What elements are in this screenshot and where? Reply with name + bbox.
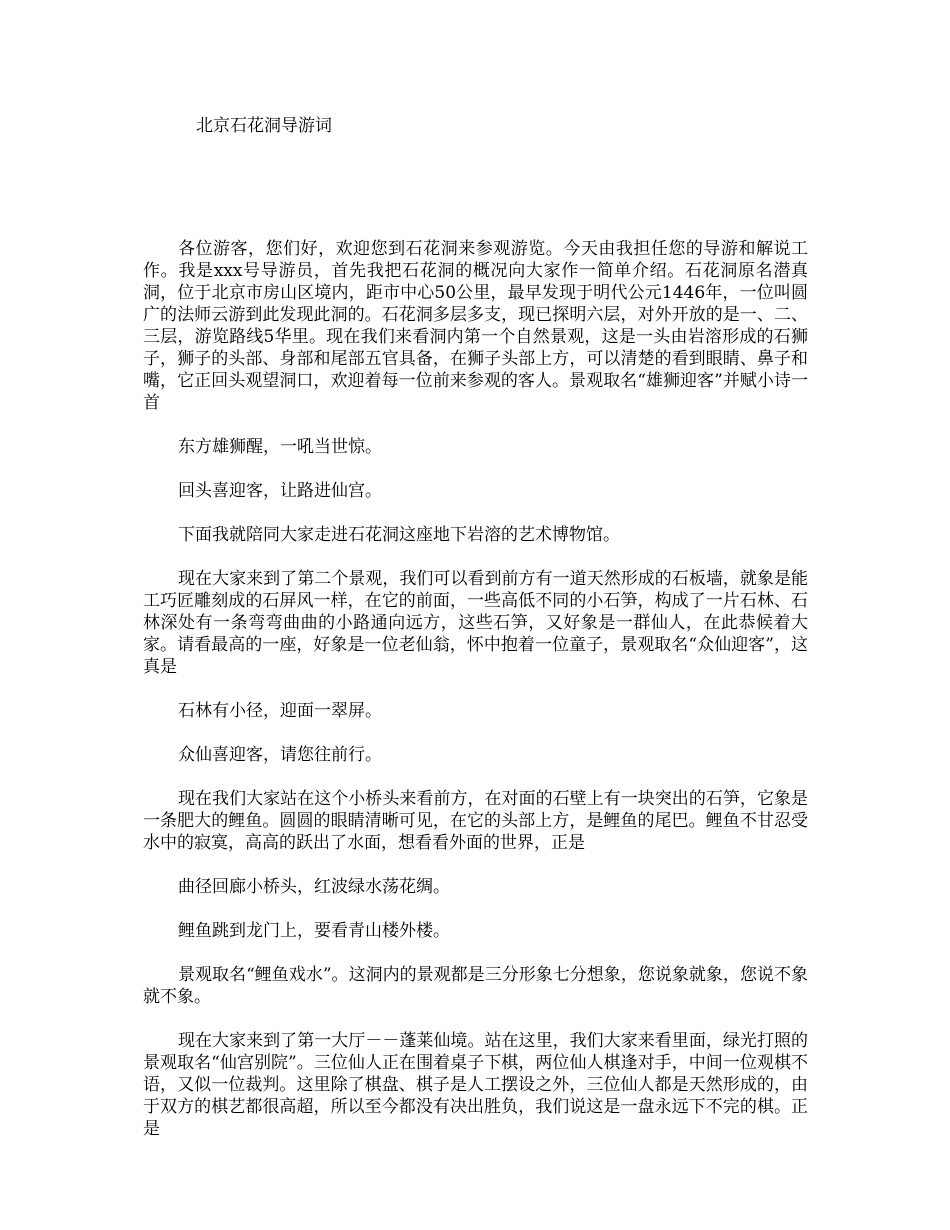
paragraph: 现在我们大家站在这个小桥头来看前方，在对面的石壁上有一块突出的石笋，它象是一条肥大的鲤鱼。圆圆的眼睛清晰可见，在它的头部上方，是鲤鱼的尾巴。鲤鱼不甘忍受水中的寂寞，高高的跃出了水面，想看看外面的世界，正是 — [143, 789, 808, 853]
paragraph: 景观取名“鲤鱼戏水”。这洞内的景观都是三分形象七分想象，您说象就象，您说不象就不象。 — [143, 965, 808, 1007]
poem-line: 回头喜迎客，让路进仙宫。 — [178, 481, 382, 501]
paragraph: 现在大家来到了第二个景观，我们可以看到前方有一道天然形成的石板墙，就象是能工巧匠雕刻成的石屏风一样，在它的前面，一些高低不同的小石笋，构成了一片石林、石林深处有一条弯弯曲曲的小路通向远方，这些石笋，又好象是一群仙人，在此恭候着大家。请看最高的一座，好象是一位老仙翁，怀中抱着一位童子，景观取名“众仙迎客”，这真是 — [143, 569, 808, 677]
poem-line: 鲤鱼跳到龙门上，要看青山楼外楼。 — [178, 921, 450, 941]
poem-line: 众仙喜迎客，请您往前行。 — [178, 745, 382, 765]
paragraph: 现在大家来到了第一大厅－－蓬莱仙境。站在这里，我们大家来看里面，绿光打照的景观取名“仙宫别院”。三位仙人正在围着桌子下棋，两位仙人棋逢对手，中间一位观棋不语，又似一位裁判。这里除了棋盘、棋子是人工摆设之外，三位仙人都是天然形成的，由于双方的棋艺都很高超，所以至今都没有决出胜负，我们说这是一盘永远下不完的棋。正是 — [143, 1031, 808, 1139]
poem-line: 石林有小径，迎面一翠屏。 — [178, 701, 382, 721]
paragraph: 各位游客，您们好，欢迎您到石花洞来参观游览。今天由我担任您的导游和解说工作。我是xxx号导游员，首先我把石花洞的概况向大家作一简单介绍。石花洞原名潜真洞，位于北京市房山区境内，距市中心50公里，最早发现于明代公元1446年，一位叫圆广的法师云游到此发现此洞的。石花洞多层多支，现已探明六层，对外开放的是一、二、三层，游览路线5华里。现在我们来看洞内第一个自然景观，这是一头由岩溶形成的石狮子，狮子的头部、身部和尾部五官具备，在狮子头部上方，可以清楚的看到眼睛、鼻子和嘴，它正回头观望洞口，欢迎着每一位前来参观的客人。景观取名“雄狮迎客”并赋小诗一首 — [143, 239, 808, 413]
poem-line: 东方雄狮醒，一吼当世惊。 — [178, 437, 382, 457]
paragraph: 下面我就陪同大家走进石花洞这座地下岩溶的艺术博物馆。 — [178, 525, 620, 545]
document-title: 北京石花洞导游词 — [196, 116, 332, 136]
document-body — [143, 238, 808, 1140]
poem-line: 曲径回廊小桥头，红波绿水荡花绸。 — [178, 877, 450, 897]
